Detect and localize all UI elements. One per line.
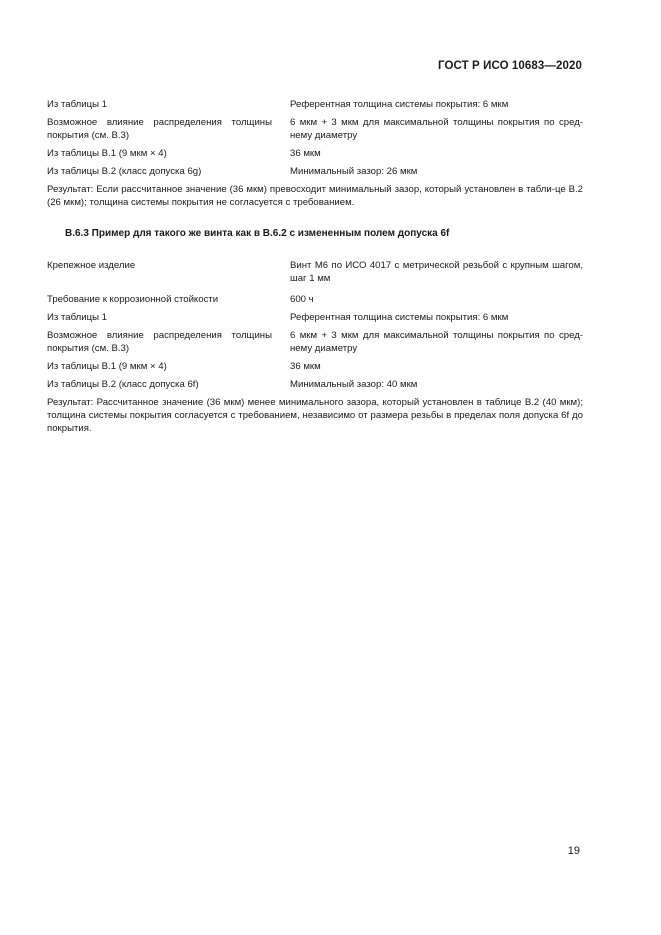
row-value: Минимальный зазор: 40 мкм — [290, 379, 418, 390]
row-value: 600 ч — [290, 294, 314, 305]
table-row — [47, 259, 583, 285]
row-label: Возможное влияние распределения толщины покрытия (см. В.3) — [47, 117, 272, 141]
section-heading: В.6.3 Пример для такого же винта как в В.6.2 с измененным полем допуска 6f — [65, 228, 450, 239]
row-value: 6 мкм + 3 мкм для максимальной толщины покрытия по сред-нему диаметру — [290, 117, 583, 141]
row-label: Крепежное изделие — [47, 260, 136, 271]
table-row — [47, 329, 583, 355]
row-value: 6 мкм + 3 мкм для максимальной толщины покрытия по сред-нему диаметру — [290, 330, 583, 354]
document-header: ГОСТ Р ИСО 10683—2020 — [437, 60, 582, 72]
section-1 — [47, 98, 583, 209]
row-label: Из таблицы В.1 (9 мкм × 4) — [47, 148, 167, 159]
table-row — [47, 360, 583, 373]
page-number: 19 — [567, 845, 580, 857]
table-row — [47, 293, 583, 306]
row-label: Из таблицы В.2 (класс допуска 6f) — [47, 379, 199, 390]
row-label: Из таблицы В.1 (9 мкм × 4) — [47, 361, 167, 372]
table-row — [47, 165, 583, 178]
result-paragraph: Результат: Если рассчитанное значение (36 мкм) превосходит минимальный зазор, который установлен в табли-це В.2 (26 мкм); толщина системы покрытия не согласуется с требованием. — [47, 184, 583, 208]
row-value: Референтная толщина системы покрытия: 6 мкм — [290, 312, 509, 323]
table-row — [47, 98, 583, 111]
table-row — [47, 116, 583, 142]
table-row — [47, 311, 583, 324]
table-row — [47, 378, 583, 391]
section-2 — [47, 259, 583, 435]
result-paragraph: Результат: Рассчитанное значение (36 мкм) менее минимального зазора, который установлен в таблице В.2 (40 мкм); толщина системы покрытия согласуется с требованием, независимо от размера резьбы в пределах поля допуска 6f до покрытия. — [47, 397, 583, 434]
row-label: Из таблицы 1 — [47, 99, 107, 110]
row-value: Винт М6 по ИСО 4017 с метрической резьбой с крупным шагом, шаг 1 мм — [290, 260, 583, 284]
row-label: Из таблицы В.2 (класс допуска 6g) — [47, 166, 202, 177]
row-value: Референтная толщина системы покрытия: 6 мкм — [290, 99, 509, 110]
row-label: Из таблицы 1 — [47, 312, 107, 323]
row-value: 36 мкм — [290, 361, 321, 372]
row-label: Возможное влияние распределения толщины покрытия (см. В.3) — [47, 330, 272, 354]
table-row — [47, 147, 583, 160]
row-value: Минимальный зазор: 26 мкм — [290, 166, 418, 177]
row-label: Требование к коррозионной стойкости — [47, 294, 219, 305]
row-value: 36 мкм — [290, 148, 321, 159]
